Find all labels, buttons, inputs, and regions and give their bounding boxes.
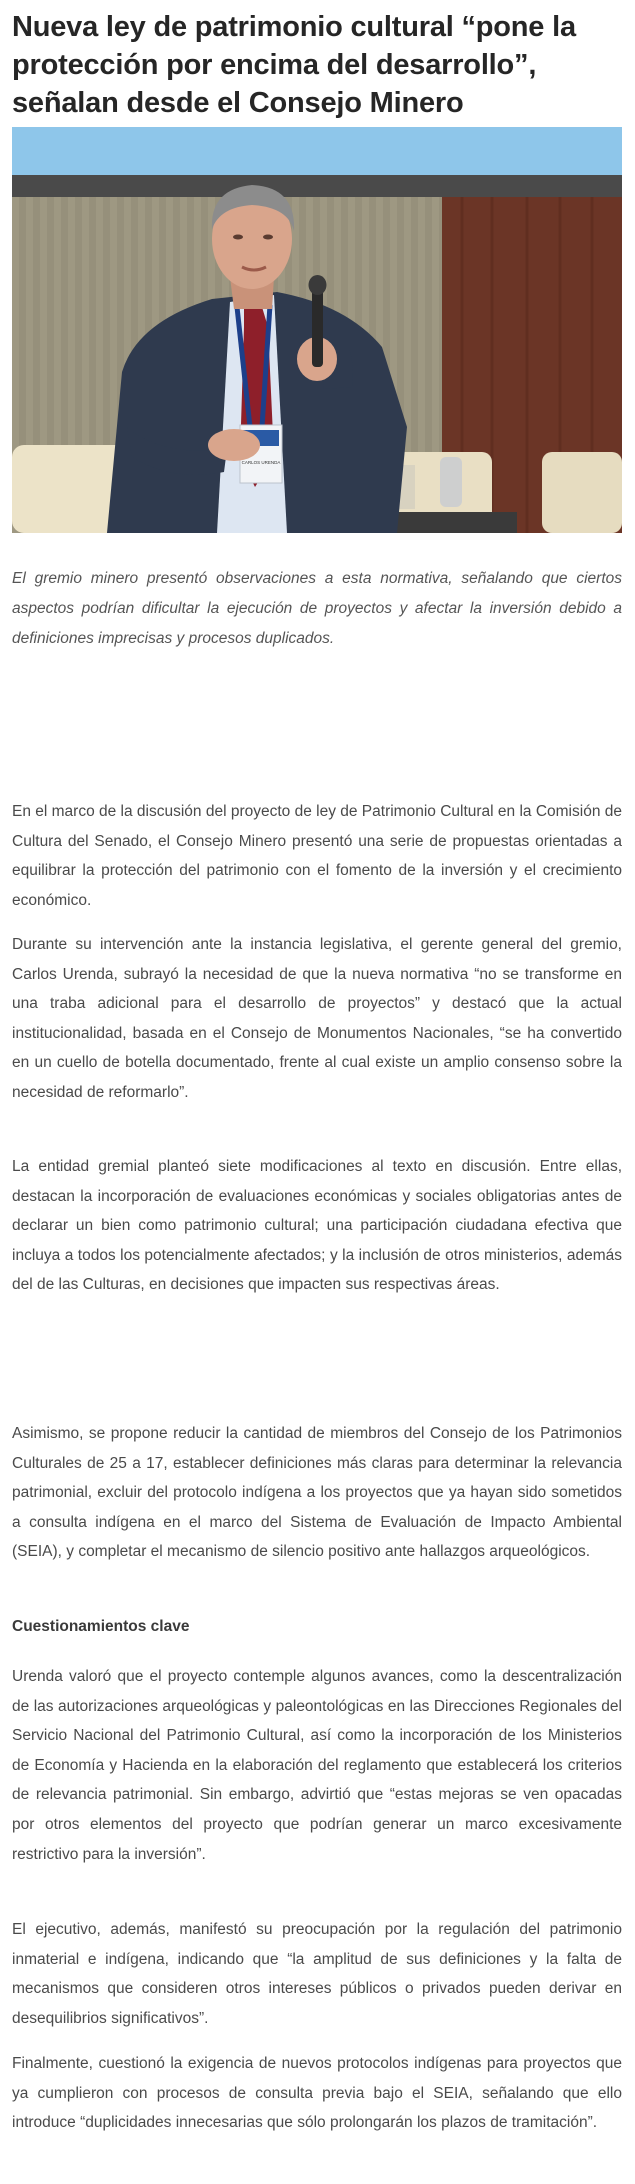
paragraph-4: Asimismo, se propone reducir la cantidad de miembros del Consejo de los Patrimonios Culturales de 25 a 17, establecer definiciones más claras para determinar la relevancia patrimonial, excluir del protocolo indígena a los proyectos que ya hayan sido sometidos a consulta indígena en el marco del Sistema de Evaluación de Impacto Ambiental (SEIA), y completar el mecanismo de silencio positivo ante hallazgos arqueológicos. [12,1425,622,1561]
speaker-photo [12,127,622,533]
photo-badge-text: CARLOS URENDA [241,460,281,465]
photo-hand-left [208,429,260,461]
photo-caption: El gremio minero presentó observaciones a esta normativa, señalando que ciertos aspectos podrían dificultar la ejecución de proyectos y afectar la inversión debido a definiciones imprecisas y procesos duplicados. [12,570,622,647]
paragraph-5: Urenda valoró que el proyecto contemple algunos avances, como la descentralización de las autorizaciones arqueológicas y paleontológicas en las Direcciones Regionales del Servicio Nacional del Patrimonio Cultural, así como la incorporación de los Ministerios de Economía y Hacienda en la elaboración del reglamento que establecerá los criterios de relevancia patrimonial. Sin embargo, advirtió que “estas mejoras se ven opacadas por otros elementos del proyecto que podrían generar un marco excesivamente restrictivo para la inversión”. [12,1668,622,1863]
photo-microphone [312,287,323,367]
article-photo [12,127,622,533]
photo-screen-edge [12,175,622,197]
paragraph-7: Finalmente, cuestionó la exigencia de nuevos protocolos indígenas para proyectos que ya cumplieron con procesos de consulta previa bajo el SEIA, señalando que ello introduce “duplicidades innecesarias que sólo prolongarán los plazos de tramitación”. [12,2055,622,2132]
article-title: Nueva ley de patrimonio cultural “pone la protección por encima del desarrollo”, señalan desde el Consejo Minero [12,11,576,119]
paragraph-3: La entidad gremial planteó siete modificaciones al texto en discusión. Entre ellas, destacan la incorporación de evaluaciones económicas y sociales obligatorias antes de declarar un bien como patrimonio cultural; una participación ciudadana efectiva que incluya a todos los potencialmente afectados; y la inclusión de otros ministerios, además del de las Culturas, en decisiones que impacten sus respectivas áreas. [12,1158,622,1294]
section-subheading: Cuestionamientos clave [12,1618,190,1635]
photo-chair-right [542,452,622,533]
photo-sky [12,127,622,175]
paragraph-2: Durante su intervención ante la instancia legislativa, el gerente general del gremio, Carlos Urenda, subrayó la necesidad de que la nueva normativa “no se transforme en una traba adicional para el desarrollo de proyectos” y destacó que la actual institucionalidad, basada en el Consejo de Monumentos Nacionales, “se ha convertido en un cuello de botella documentado, frente al cual existe un amplio consenso sobre la necesidad de reformarlo”. [12,936,622,1101]
photo-glass [440,457,462,507]
paragraph-6: El ejecutivo, además, manifestó su preocupación por la regulación del patrimonio inmaterial e indígena, indicando que “la amplitud de sus definiciones y la falta de mecanismos que consideren otros intereses públicos o privados pueden derivar en desequilibrios significativos”. [12,1921,622,2027]
paragraph-1: En el marco de la discusión del proyecto de ley de Patrimonio Cultural en la Comisión de Cultura del Senado, el Consejo Minero presentó una serie de propuestas orientadas a equilibrar la protección del patrimonio con el fomento de la inversión y el crecimiento económico. [12,803,622,909]
